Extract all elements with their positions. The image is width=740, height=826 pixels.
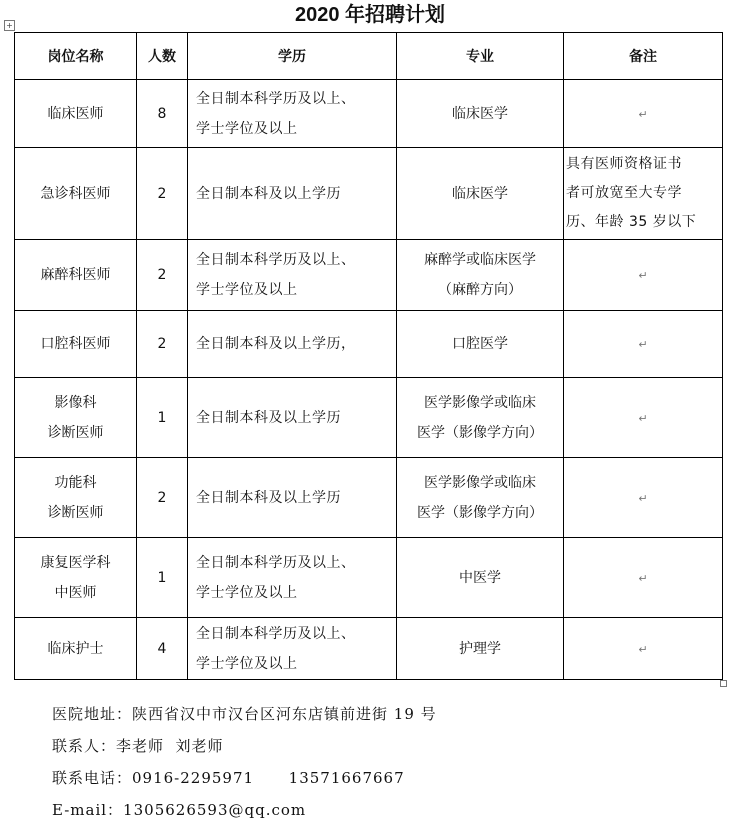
header-education: 学历: [188, 33, 397, 80]
position-cell: [15, 618, 137, 680]
paragraph-mark-icon: ↵: [638, 107, 648, 121]
education-cell-line: 学士学位及以上: [196, 120, 298, 137]
paragraph-mark-icon: ↵: [638, 642, 648, 656]
position-cell-line: 诊断医师: [47, 424, 104, 441]
table-row: [15, 458, 723, 538]
major-cell: [397, 378, 564, 458]
major-cell-line: 医学（影像学方向）: [417, 424, 543, 441]
table-row: [15, 378, 723, 458]
contact-phone: 联系电话：0916-2295971 13571667667: [52, 769, 405, 787]
note-cell: [564, 618, 723, 680]
education-cell: [188, 148, 397, 240]
major-cell-line: 临床医学: [452, 185, 508, 202]
position-cell-line: 麻醉科医师: [40, 267, 111, 283]
major-cell-line: 麻醉学或临床医学: [424, 252, 536, 268]
table-row: [15, 538, 723, 618]
count-cell: 2: [137, 311, 188, 378]
header-major: 专业: [397, 33, 564, 80]
position-cell-line: 诊断医师: [47, 504, 104, 521]
major-cell: [397, 538, 564, 618]
note-cell-line: 具有医师资格证书: [566, 156, 682, 172]
major-cell-line: （麻醉方向）: [438, 282, 522, 298]
position-cell-line: 中医师: [54, 584, 97, 601]
note-cell: [564, 148, 723, 240]
position-cell: [15, 148, 137, 240]
count-cell: 1: [137, 378, 188, 458]
major-cell-line: 中医学: [459, 569, 501, 586]
header-count: 人数: [137, 33, 188, 80]
position-cell-line: 急诊科医师: [40, 185, 111, 202]
paragraph-mark-icon: ↵: [638, 411, 648, 425]
education-cell-line: 全日制本科及以上学历: [196, 185, 341, 202]
note-cell: [564, 311, 723, 378]
education-cell: [188, 311, 397, 378]
education-cell: [188, 80, 397, 148]
contact-people: 联系人：李老师 刘老师: [52, 737, 224, 755]
table-move-handle-icon[interactable]: +: [4, 20, 15, 31]
paragraph-mark-icon: ↵: [638, 269, 648, 282]
education-cell-line: 全日制本科学历及以上、: [196, 554, 356, 571]
major-cell-line: 口腔医学: [452, 336, 508, 352]
note-cell-line: 历、年龄 35 岁以下: [566, 214, 697, 230]
paragraph-mark-icon: ↵: [638, 571, 648, 585]
count-cell: 1: [137, 538, 188, 618]
table-row: [15, 148, 723, 240]
table-row: [15, 240, 723, 311]
count-cell: 2: [137, 458, 188, 538]
position-cell: [15, 311, 137, 378]
position-cell: [15, 240, 137, 311]
education-cell: [188, 458, 397, 538]
note-cell: [564, 80, 723, 148]
education-cell-line: 全日制本科学历及以上、: [196, 90, 356, 107]
position-cell: [15, 378, 137, 458]
position-cell-line: 影像科: [54, 394, 97, 411]
education-cell: [188, 378, 397, 458]
position-cell: [15, 80, 137, 148]
position-cell-line: 临床医师: [47, 105, 104, 122]
education-cell: [188, 538, 397, 618]
major-cell-line: 医学影像学或临床: [424, 394, 536, 411]
table-row: [15, 80, 723, 148]
major-cell: [397, 458, 564, 538]
header-position: 岗位名称: [15, 33, 137, 80]
note-cell: [564, 458, 723, 538]
note-cell: [564, 240, 723, 311]
paragraph-mark-icon: ↵: [638, 491, 648, 505]
count-cell: 2: [137, 240, 188, 311]
major-cell: [397, 148, 564, 240]
count-cell: 2: [137, 148, 188, 240]
major-cell: [397, 311, 564, 378]
page-title: 2020 年招聘计划: [294, 4, 446, 26]
contact-email: E-mail：1305626593@qq.com: [52, 801, 307, 819]
major-cell-line: 护理学: [459, 640, 501, 657]
education-cell-line: 全日制本科及以上学历，: [196, 336, 356, 352]
count-cell: 4: [137, 618, 188, 680]
major-cell: [397, 618, 564, 680]
major-cell: [397, 80, 564, 148]
position-cell: [15, 458, 137, 538]
education-cell: [188, 618, 397, 680]
major-cell-line: 临床医学: [452, 105, 508, 122]
paragraph-mark-icon: ↵: [638, 338, 648, 351]
table-header-row: [15, 33, 723, 80]
education-cell-line: 全日制本科学历及以上、: [196, 252, 356, 268]
education-cell-line: 学士学位及以上: [196, 282, 298, 298]
note-cell: [564, 378, 723, 458]
education-cell-line: 全日制本科及以上学历: [196, 409, 341, 426]
count-cell: 8: [137, 80, 188, 148]
table-row: [15, 618, 723, 680]
note-cell-line: 者可放宽至大专学: [566, 185, 682, 201]
table-resize-handle-icon[interactable]: [720, 680, 727, 687]
major-cell: [397, 240, 564, 311]
major-cell-line: 医学（影像学方向）: [417, 504, 543, 521]
table-row: [15, 311, 723, 378]
education-cell: [188, 240, 397, 311]
recruitment-plan-table: [14, 32, 723, 680]
major-cell-line: 医学影像学或临床: [424, 474, 536, 491]
position-cell-line: 临床护士: [47, 640, 104, 657]
header-note: 备注: [564, 33, 723, 80]
education-cell-line: 学士学位及以上: [196, 655, 298, 672]
position-cell-line: 康复医学科: [40, 554, 111, 571]
position-cell-line: 功能科: [54, 474, 97, 491]
position-cell: [15, 538, 137, 618]
note-cell: [564, 538, 723, 618]
contact-address: 医院地址：陕西省汉中市汉台区河东店镇前进街 19 号: [52, 705, 437, 723]
education-cell-line: 全日制本科学历及以上、: [196, 625, 356, 642]
education-cell-line: 学士学位及以上: [196, 584, 298, 601]
education-cell-line: 全日制本科及以上学历: [196, 489, 341, 506]
position-cell-line: 口腔科医师: [40, 336, 111, 352]
